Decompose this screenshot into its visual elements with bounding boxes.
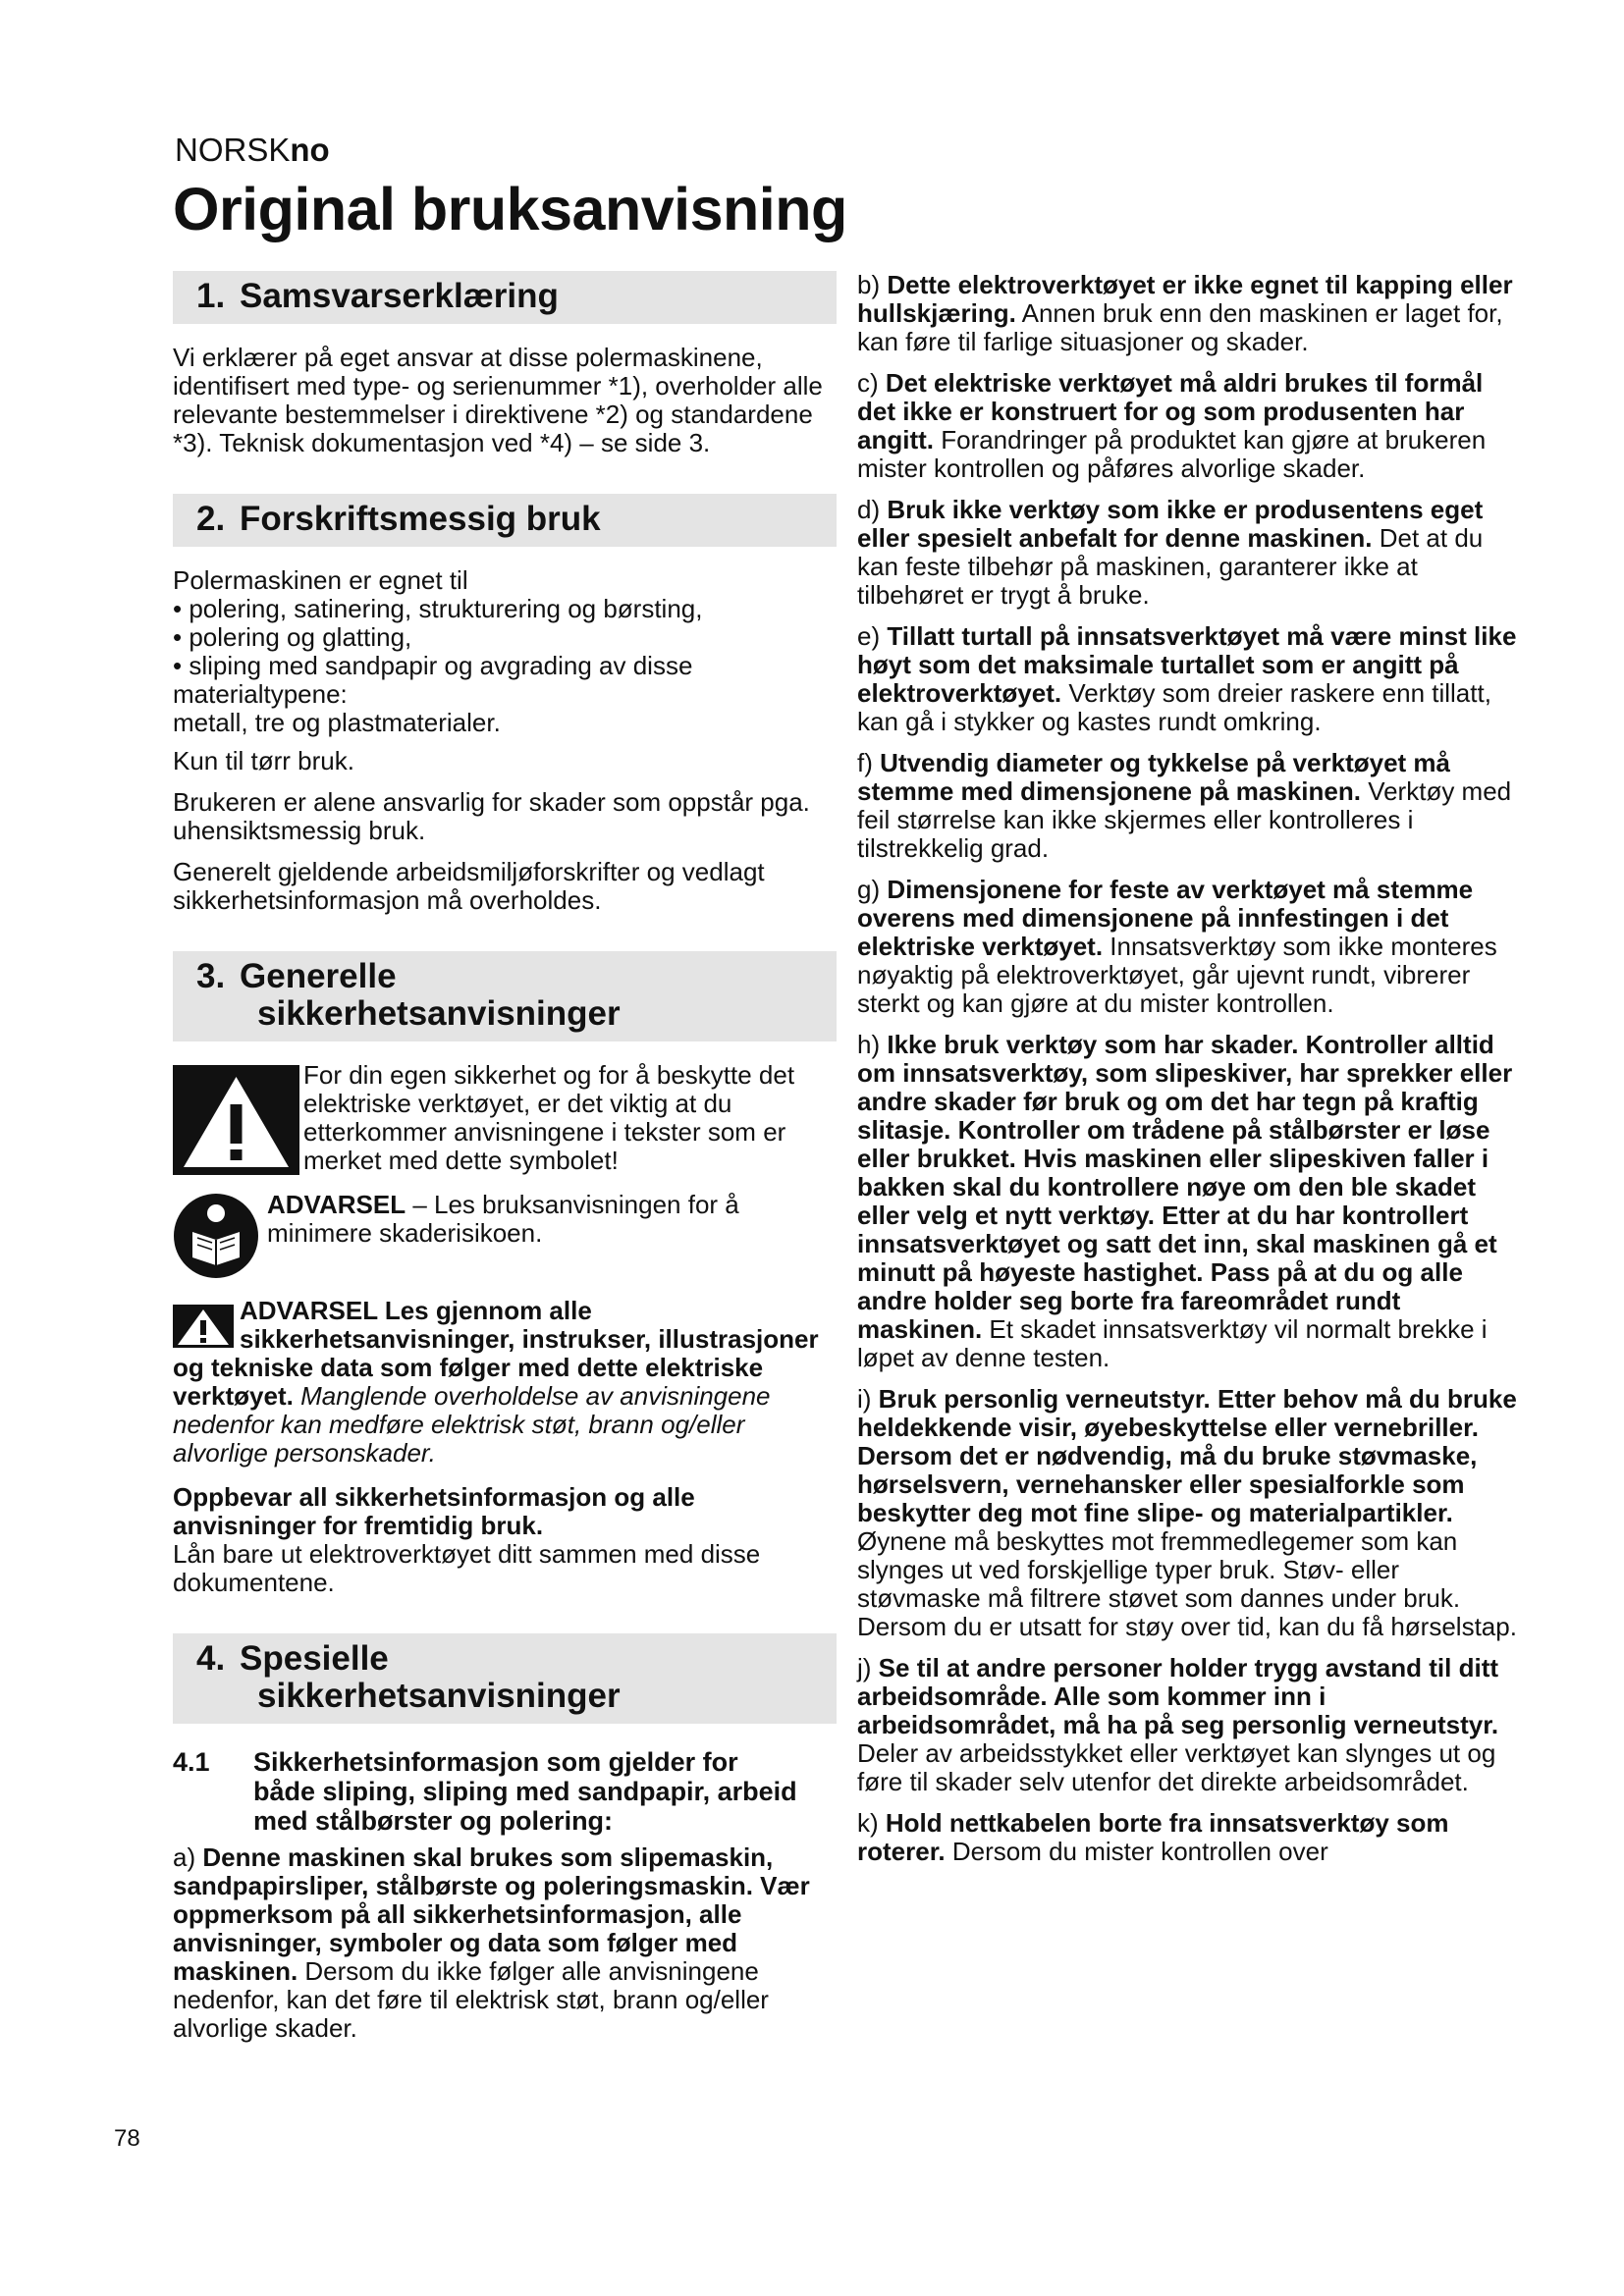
item-a-label: a): [173, 1842, 203, 1872]
section-2-title: Forskriftsmessig bruk: [240, 500, 601, 538]
item-d-bold: Bruk ikke verktøy som ikke er produsentens eget eller spesielt anbefalt for denne maskinen.: [857, 495, 1484, 553]
item-d-label: d): [857, 495, 888, 524]
item-f-bold: Utvendig diameter og tykkelse på verktøyet må stemme med dimensjonene på maskinen.: [857, 748, 1450, 806]
item-h-bold: Ikke bruk verktøy som har skader. Kontroller alltid om innsatsverktøy, som slipeskiver, har sprekker eller andre skader før bruk og om det har tegn på kraftig slitasje. Kontroller om trådene på stålbørster er løse eller brukket. Hvis maskinen eller slipeskiven faller i bakken skal du kontrollere nøye om den ble skadet eller velg et nytt verktøy. Etter at du har kontrollert innsatsverktøyet og satt det inn, skal maskinen gå et minutt på høyeste hastighet. Pass på at du og alle andre holder seg borte fra fareområdet rundt maskinen.: [857, 1030, 1513, 1344]
advarsel-text: [267, 1189, 837, 1248]
subsection-title-line-1: Sikkerhetsinformasjon som gjelder for: [253, 1747, 738, 1777]
section-3-title-line-1: Generelle: [240, 957, 397, 995]
item-b: [857, 271, 1521, 356]
item-b-text: Annen bruk enn den maskinen er laget for, kan føre til farlige situasjoner og skader.: [857, 298, 1503, 356]
item-i-label: i): [857, 1384, 879, 1414]
item-c-label: c): [857, 368, 886, 398]
item-k-bold: Hold nettkabelen borte fra innsatsverktøy som roterer.: [857, 1808, 1449, 1866]
section-4-number: 4.: [196, 1639, 226, 1678]
read-all-italic: Manglende overholdelse av anvisningene nedenfor kan medføre elektrisk støt, brann og/eller alvorlige personskader.: [173, 1381, 771, 1468]
bullet-2: • polering og glatting,: [173, 622, 412, 652]
item-e-label: e): [857, 621, 888, 651]
item-e-text: Verktøy som dreier raskere enn tillatt, kan gå i stykker og kastes rundt omkring.: [857, 678, 1491, 736]
warning-symbol-text: For din egen sikkerhet og for å beskytte det elektriske verktøyet, er det viktig at du etterkommer anvisningene i tekster som er merket med dette symbolet!: [303, 1060, 795, 1175]
advarsel-label: ADVARSEL: [267, 1190, 406, 1219]
bullet-3: • sliping med sandpapir og avgrading av disse materialtypene:: [173, 651, 693, 709]
section-1-number: 1.: [196, 277, 226, 315]
keep-info-text: [173, 1483, 837, 1597]
page-number: 78: [114, 2125, 140, 2152]
liability-text: Brukeren er alene ansvarlig for skader som oppstår pga. uhensiktsmessig bruk.: [173, 787, 810, 845]
warning-triangle-icon: [173, 1065, 299, 1175]
warning-symbol-row: [173, 1061, 837, 1175]
language-code: no: [290, 132, 330, 168]
right-column: [857, 271, 1521, 1879]
dry-use-text: Kun til tørr bruk.: [173, 746, 354, 775]
section-3-heading: [173, 951, 837, 1041]
item-e: [857, 622, 1521, 736]
item-i: [857, 1385, 1521, 1641]
item-f-text: Verktøy med feil størrelse kan ikke skjermes eller kontrolleres i tilstrekkelig grad.: [857, 776, 1512, 863]
item-j: [857, 1654, 1521, 1796]
section-2-heading: [173, 494, 837, 547]
intro-text: Polermaskinen er egnet til: [173, 565, 468, 595]
section-3-number: 3.: [196, 957, 226, 995]
item-g-label: g): [857, 875, 888, 904]
item-f: [857, 749, 1521, 863]
item-h-label: h): [857, 1030, 888, 1059]
item-h: [857, 1031, 1521, 1372]
item-d: [857, 496, 1521, 610]
section-1-body: Vi erklærer på eget ansvar at disse polermaskinene, identifisert med type- og serienummer *1), overholder alle relevante bestemmelser i direktivene *2) og standardene *3). Teknisk dokumentasjon ved *4) – se side 3.: [173, 343, 823, 457]
item-a-text: Dersom du ikke følger alle anvisningene nedenfor, kan det føre til elektrisk støt, brann og/eller alvorlige skader.: [173, 1956, 769, 2043]
item-j-label: j): [857, 1653, 879, 1682]
advarsel-rest: – Les bruksanvisningen for å minimere skaderisikoen.: [267, 1190, 739, 1248]
read-manual-row: [173, 1189, 837, 1279]
item-a-bold: Denne maskinen skal brukes som slipemaskin, sandpapirsliper, stålbørste og poleringsmaskin. Vær oppmerksom på all sikkerhetsinformasjon, alle anvisninger, symboler og data som følger med maskinen.: [173, 1842, 810, 1986]
item-k-label: k): [857, 1808, 886, 1838]
item-a: [173, 1843, 837, 2043]
item-g: [857, 876, 1521, 1018]
page-title: Original bruksanvisning: [173, 176, 847, 242]
read-all-warning: [173, 1297, 837, 1468]
item-j-bold: Se til at andre personer holder trygg avstand til ditt arbeidsområde. Alle som kommer inn i arbeidsområdet, må ha på seg personlig verneutstyr.: [857, 1653, 1499, 1739]
item-h-text: Et skadet innsatsverktøy vil normalt brekke i løpet av denne testen.: [857, 1314, 1488, 1372]
subsection-title-line-2: både sliping, sliping med sandpapir, arbeid med stålbørster og polering:: [253, 1777, 797, 1836]
keep-info-rest: Lån bare ut elektroverktøyet ditt sammen med disse dokumentene.: [173, 1539, 761, 1597]
subsection-4-1-heading: [173, 1747, 837, 1836]
item-j-text: Deler av arbeidsstykket eller verktøyet kan slynges ut og føre til skader selv utenfor det direkte arbeidsområdet.: [857, 1738, 1496, 1796]
item-i-bold: Bruk personlig verneutstyr. Etter behov må du bruke heldekkende visir, øyebeskyttelse eller vernebriller. Dersom det er nødvendig, må du bruke støvmaske, hørselsvern, vernehansker eller spesialforkle som beskytter deg mot fine slipe- og materialpartikler.: [857, 1384, 1517, 1527]
regulations-text: Generelt gjeldende arbeidsmiljøforskrifter og vedlagt sikkerhetsinformasjon må overholdes.: [173, 857, 765, 915]
item-d-text: Det at du kan feste tilbehør på maskinen, garanterer ikke at tilbehøret er trygt å bruke.: [857, 523, 1484, 610]
bullet-1: • polering, satinering, strukturering og børsting,: [173, 594, 703, 623]
read-all-bold: ADVARSEL Les gjennom alle sikkerhetsanvisninger, instrukser, illustrasjoner og tekniske data som følger med dette elektriske verktøyet.: [173, 1296, 819, 1411]
item-b-label: b): [857, 270, 888, 299]
materials-text: metall, tre og plastmaterialer.: [173, 708, 501, 737]
section-4-title-line-1: Spesielle: [240, 1639, 389, 1678]
item-f-label: f): [857, 748, 881, 777]
item-c-bold: Det elektriske verktøyet må aldri brukes til formål det ikke er konstruert for og som produsenten har angitt.: [857, 368, 1484, 454]
section-4-heading: [173, 1633, 837, 1724]
item-e-bold: Tillatt turtall på innsatsverktøyet må være minst like høyt som det maksimale turtallet som er angitt på elektroverktøyet.: [857, 621, 1517, 708]
keep-info-bold: Oppbevar all sikkerhetsinformasjon og alle anvisninger for fremtidig bruk.: [173, 1482, 695, 1540]
language-label: [175, 132, 330, 169]
item-c: [857, 369, 1521, 483]
item-g-bold: Dimensjonene for feste av verktøyet må stemme overens med dimensjonene på innfestingen i det elektriske verktøyet.: [857, 875, 1474, 961]
section-2-intro: [173, 566, 837, 737]
item-b-bold: Dette elektroverktøyet er ikke egnet til kapping eller hullskjæring.: [857, 270, 1513, 328]
item-g-text: Innsatsverktøy som ikke monteres nøyaktig på elektroverktøyet, går ujevnt rundt, vibrerer sterkt og kan gjøre at du mister kontrollen.: [857, 932, 1497, 1018]
left-column: [173, 271, 837, 2056]
small-warning-triangle-icon: [173, 1305, 234, 1348]
item-k-text: Dersom du mister kontrollen over: [945, 1837, 1328, 1866]
language-name: NORSK: [175, 132, 291, 168]
item-k: [857, 1809, 1521, 1866]
section-1-heading: [173, 271, 837, 324]
section-4-title-line-2: sikkerhetsanvisninger: [257, 1677, 621, 1715]
item-i-text: Øynene må beskyttes mot fremmedlegemer som kan slynges ut ved forskjellige typer bruk. Støv- eller støvmaske må filtrere støvet som dannes under bruk. Dersom du er utsatt for støy over tid, kan du få hørselstap.: [857, 1526, 1517, 1641]
read-manual-icon: [173, 1193, 259, 1279]
item-c-text: Forandringer på produktet kan gjøre at brukeren mister kontrollen og påføres alvorlige skader.: [857, 425, 1487, 483]
subsection-number: 4.1: [173, 1747, 210, 1777]
section-2-number: 2.: [196, 500, 226, 538]
section-1-title: Samsvarserklæring: [240, 277, 559, 315]
section-3-title-line-2: sikkerhetsanvisninger: [257, 994, 621, 1033]
